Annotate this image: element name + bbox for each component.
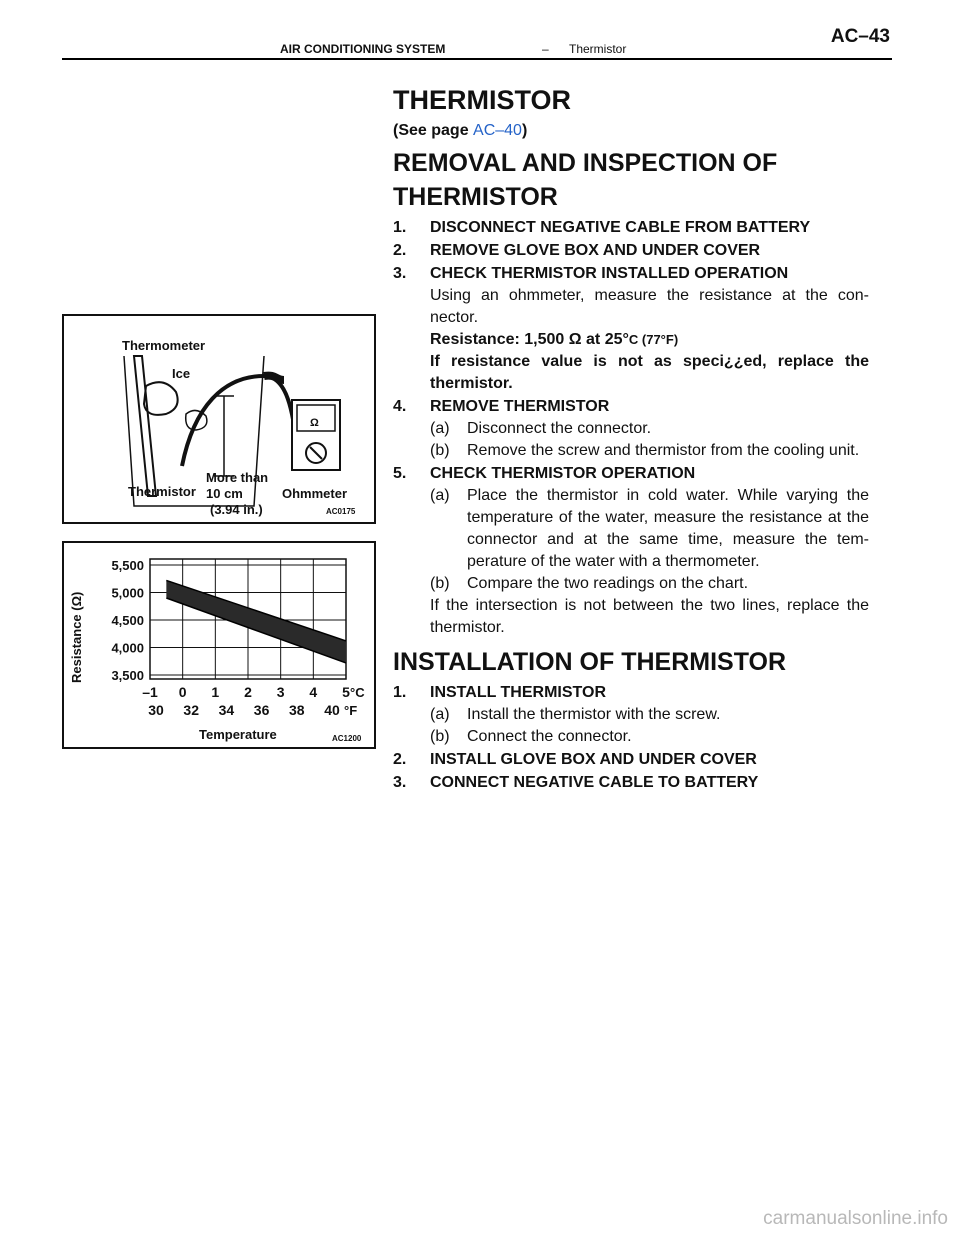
sub-step	[430, 440, 869, 462]
y-tick-label: 4,000	[111, 640, 144, 656]
y-tick-label: 4,500	[111, 613, 144, 628]
step-number: 1.	[393, 219, 407, 236]
sub-step-text: Place the thermistor in cold water. While varying the temperature of the water, measure the resistance at the connector and at the same time, measure the tem- perature of the water with a thermometer.	[467, 487, 869, 570]
resistance-chart	[62, 541, 376, 749]
label-more-than: More than	[206, 470, 269, 485]
step-label: CHECK THERMISTOR OPERATION	[430, 465, 696, 482]
sub-step	[430, 573, 869, 595]
step-number: 1.	[393, 684, 407, 701]
label-ice: Ice	[172, 366, 191, 381]
sub-step-label: (a)	[430, 706, 450, 723]
page-header	[62, 24, 892, 60]
step-number: 3.	[393, 265, 407, 282]
lower-limit-line	[166, 598, 346, 663]
spec-small: C (77°F)	[628, 332, 679, 347]
step-number: 2.	[393, 242, 407, 259]
header-rule	[62, 58, 892, 60]
y-tick-label: 5,500	[111, 558, 144, 573]
step-number: 4.	[393, 398, 407, 415]
sub-step-label: (b)	[430, 728, 450, 745]
sub-step	[430, 704, 869, 726]
ice-shape	[144, 382, 178, 415]
label-thermistor: Thermistor	[128, 484, 196, 499]
removal-step	[393, 462, 869, 485]
header-section: AIR CONDITIONING SYSTEM	[280, 42, 446, 56]
page-number: AC–43	[830, 26, 890, 47]
sub-step-text: Disconnect the connector.	[467, 420, 652, 437]
see-page-link[interactable]: AC–40	[473, 122, 522, 139]
thermistor-cable	[182, 376, 300, 466]
y-tick-label: 5,000	[111, 585, 144, 601]
x-tick-label-c: 4	[309, 684, 318, 700]
sub-step-label: (a)	[430, 420, 450, 437]
step-number: 5.	[393, 465, 407, 482]
watermark: carmanualsonline.info	[763, 1208, 948, 1229]
step-number: 2.	[393, 751, 407, 768]
sub-step	[430, 485, 869, 573]
step-label: CHECK THERMISTOR INSTALLED OPERATION	[430, 265, 789, 282]
sub-step-label: (a)	[430, 487, 450, 504]
page-title: THERMISTOR	[393, 85, 572, 115]
x-tick-label-f: 38	[289, 702, 305, 718]
sub-step-text: Install the thermistor with the screw.	[467, 706, 721, 723]
sub-step-label: (b)	[430, 575, 450, 592]
resistance-spec	[430, 329, 869, 351]
install-step	[393, 681, 869, 704]
label-distance-cm: 10 cm	[206, 486, 243, 501]
chart-svg	[64, 543, 374, 747]
removal-step	[393, 239, 869, 262]
step-text: Using an ohmmeter, measure the resistance at the con- nector.	[430, 287, 869, 326]
main-content	[393, 84, 869, 794]
see-page-prefix: (See page	[393, 122, 474, 139]
sub-step	[430, 726, 869, 748]
step-label: REMOVE GLOVE BOX AND UNDER COVER	[430, 242, 761, 259]
install-step	[393, 771, 869, 794]
step-note: If resistance value is not as speci¿¿ed, replace the thermistor.	[430, 353, 869, 392]
header-separator: –	[542, 42, 549, 56]
sub-step-label: (b)	[430, 442, 450, 459]
label-thermometer: Thermometer	[122, 338, 206, 353]
spec-main: Resistance: 1,500 Ω at 25°	[430, 331, 629, 348]
see-page-reference	[393, 120, 869, 142]
sub-step-text: Connect the connector.	[467, 728, 632, 745]
ohm-symbol: Ω	[310, 417, 319, 429]
install-step	[393, 748, 869, 771]
thermometer-shape	[134, 356, 156, 496]
x-tick-label-c: 1	[211, 684, 220, 700]
step-number: 3.	[393, 774, 407, 791]
figure-code: AC0175	[326, 507, 356, 516]
x-tick-label-c: 2	[244, 684, 252, 700]
sub-step-text: Compare the two readings on the chart.	[467, 575, 749, 592]
step-label: CONNECT NEGATIVE CABLE TO BATTERY	[430, 774, 759, 791]
removal-step	[393, 216, 869, 239]
label-distance-in: (3.94 in.)	[210, 502, 263, 517]
x-tick-label-f: 30	[148, 702, 164, 718]
x-unit-f: °F	[344, 703, 358, 718]
step-label: INSTALL THERMISTOR	[430, 684, 606, 701]
installation-heading: INSTALLATION OF THERMISTOR	[393, 648, 787, 676]
x-tick-label-c: 5	[342, 684, 350, 700]
step-label: INSTALL GLOVE BOX AND UNDER COVER	[430, 751, 757, 768]
x-tick-label-c: 3	[276, 684, 285, 700]
removal-step	[393, 395, 869, 418]
removal-step	[393, 262, 869, 285]
removal-heading-line1: REMOVAL AND INSPECTION OF	[393, 149, 778, 177]
step-label: DISCONNECT NEGATIVE CABLE FROM BATTERY	[430, 219, 811, 236]
x-tick-label-c: –1	[142, 684, 158, 700]
chart-code: AC1200	[332, 734, 362, 743]
chart-xlabel: Temperature	[199, 727, 277, 742]
label-ohmmeter: Ohmmeter	[282, 486, 348, 501]
x-tick-label-f: 32	[183, 702, 199, 718]
see-page-suffix: )	[521, 122, 528, 139]
sub-step-text: Remove the screw and thermistor from the cooling unit.	[467, 442, 860, 459]
upper-limit-line	[166, 580, 346, 641]
thermistor-setup-figure	[62, 314, 376, 524]
x-tick-label-c: 0	[178, 684, 187, 700]
sub-step	[430, 418, 869, 440]
removal-heading-line2: THERMISTOR	[393, 183, 558, 211]
y-tick-label: 3,500	[111, 668, 144, 683]
x-unit-c: °C	[350, 685, 365, 700]
x-tick-label-f: 36	[253, 702, 270, 718]
header-subsection: Thermistor	[569, 42, 627, 56]
step-label: REMOVE THERMISTOR	[430, 398, 610, 415]
x-tick-label-f: 34	[218, 702, 235, 718]
step-note: If the intersection is not between the two lines, replace the thermistor.	[430, 597, 869, 636]
x-tick-label-f: 40	[324, 702, 340, 718]
chart-ylabel: Resistance (Ω)	[69, 591, 84, 683]
